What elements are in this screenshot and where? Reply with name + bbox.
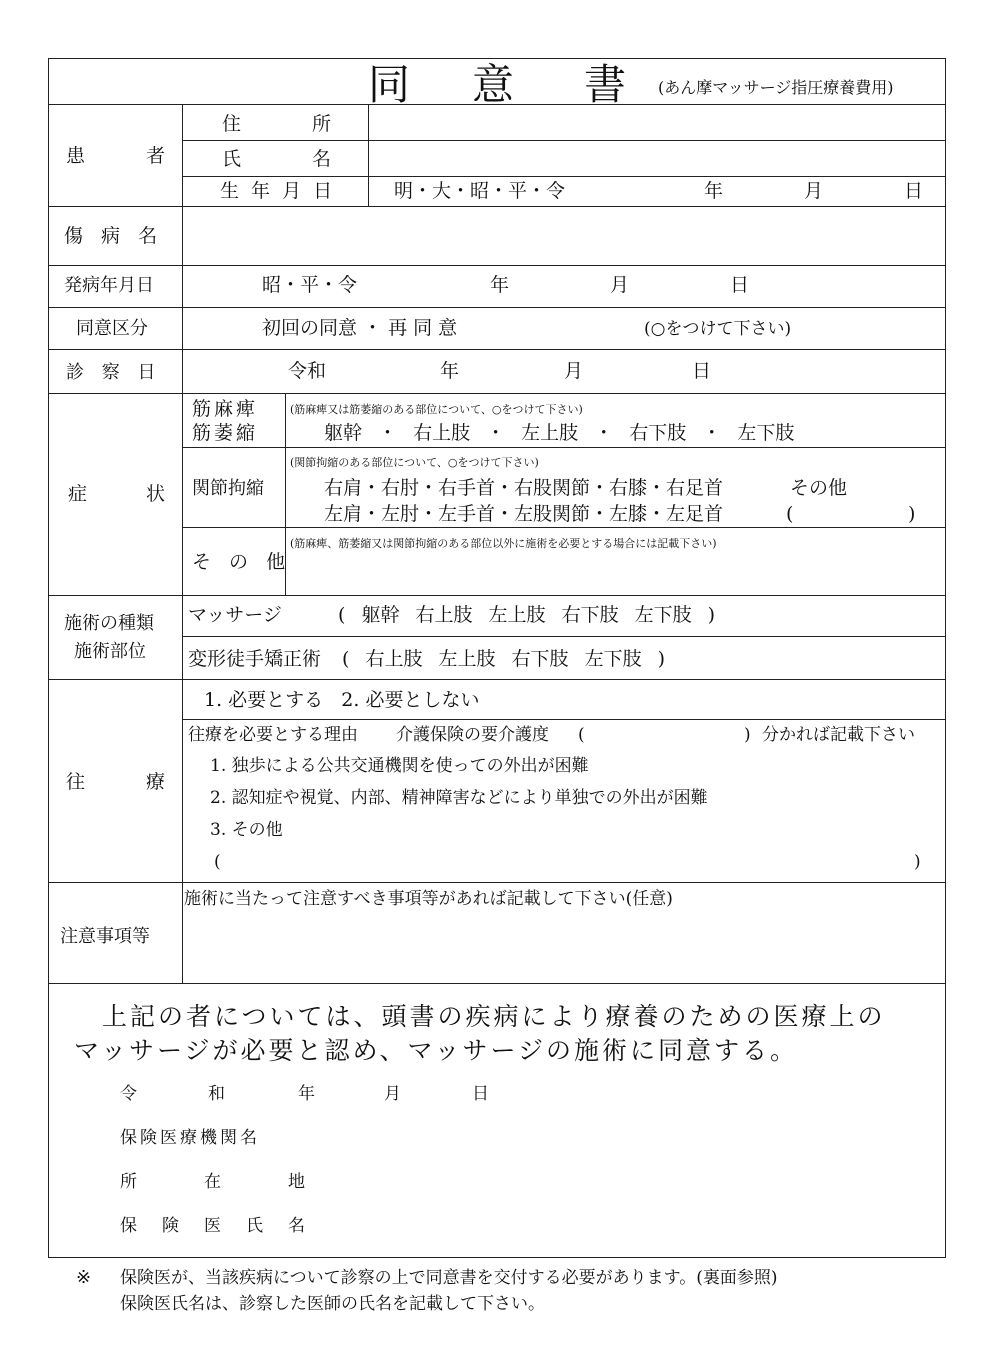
home-visit-label-char: 往 xyxy=(66,771,86,793)
row-divider xyxy=(182,527,946,528)
home-visit-reason-2[interactable]: 2. 認知症や視覚、内部、精神障害などにより単独での外出が困難 xyxy=(210,788,708,808)
row-divider xyxy=(48,983,946,984)
consent-date-char: 日 xyxy=(472,1084,489,1104)
consent-date-char: 月 xyxy=(384,1084,401,1104)
onset-year-unit: 年 xyxy=(490,274,510,296)
home-visit-other-field[interactable] xyxy=(230,850,910,876)
notes-instruction: 施術に当たって注意すべき事項等があれば記載して下さい(任意) xyxy=(184,889,673,909)
exam-date-day-unit: 日 xyxy=(692,360,712,382)
title-char: 意 xyxy=(472,60,515,109)
patient-label-char: 者 xyxy=(146,145,166,167)
home-visit-reason-3[interactable]: 3. その他 xyxy=(210,820,283,840)
onset-day-unit: 日 xyxy=(730,274,750,296)
contracture-other-paren-open: ( xyxy=(786,503,794,525)
contracture-other-paren-close: ) xyxy=(908,503,916,525)
doctor-label-char: 保 xyxy=(120,1216,137,1236)
contracture-other-label[interactable]: その他 xyxy=(790,477,848,499)
consent-type-label: 同意区分 xyxy=(76,318,148,339)
address-field[interactable] xyxy=(370,106,944,139)
row-divider xyxy=(182,447,946,448)
consent-date-char: 年 xyxy=(298,1084,315,1104)
atrophy-label: 筋萎縮 xyxy=(192,422,259,444)
name-field[interactable] xyxy=(370,142,944,175)
care-level-paren-open: ( xyxy=(578,725,585,745)
treatment-site-label: 施術部位 xyxy=(74,641,146,662)
paralysis-options[interactable]: 躯幹 ・ 右上肢 ・ 左上肢 ・ 右下肢 ・ 左下肢 xyxy=(324,422,795,444)
home-visit-other-paren-open: ( xyxy=(214,852,221,872)
consent-statement-line-2: マッサージが必要と認め、マッサージの施術に同意する。 xyxy=(74,1036,799,1065)
row-divider xyxy=(182,636,946,637)
birthdate-year-unit: 年 xyxy=(704,180,724,202)
home-visit-label-char: 療 xyxy=(146,771,166,793)
name-label-char: 氏 xyxy=(222,148,242,170)
row-divider xyxy=(182,140,946,141)
contracture-right-options[interactable]: 右肩・右肘・右手首・右股関節・右膝・右足首 xyxy=(324,477,724,499)
massage-parts-options[interactable]: ( 躯幹 右上肢 左上肢 右下肢 左下肢 ) xyxy=(338,604,716,626)
contracture-label: 関節拘縮 xyxy=(192,478,264,499)
row-divider xyxy=(182,176,946,177)
contracture-other-field[interactable] xyxy=(800,503,904,525)
other-symptoms-note: (筋麻痺、筋萎縮又は関節拘縮のある部位以外に施術を必要とする場合には記載下さい) xyxy=(290,537,717,550)
doctor-label-char: 医 xyxy=(204,1216,221,1236)
birthdate-month-unit: 月 xyxy=(804,180,824,202)
disease-field[interactable] xyxy=(184,208,944,264)
other-symptoms-field[interactable] xyxy=(288,552,944,594)
home-visit-other-paren-close: ) xyxy=(914,852,921,872)
name-label-char: 名 xyxy=(312,148,332,170)
notes-label: 注意事項等 xyxy=(60,926,150,947)
treatment-type-label: 施術の種類 xyxy=(64,613,154,634)
care-level-field[interactable] xyxy=(592,724,742,746)
column-divider xyxy=(182,104,183,983)
consent-type-note: (○をつけて下さい) xyxy=(644,319,792,339)
row-divider xyxy=(182,719,946,720)
exam-date-year-unit: 年 xyxy=(440,360,460,382)
disease-label: 傷 病 名 xyxy=(64,225,164,247)
birthdate-label: 生 年 月 日 xyxy=(220,180,336,202)
title-char: 同 xyxy=(368,60,411,109)
footer-note-line-1: 保険医が、当該疾病について診察の上で同意書を交付する必要があります。(裏面参照) xyxy=(120,1268,778,1288)
consent-type-options[interactable]: 初回の同意 ・ 再 同 意 xyxy=(262,317,458,339)
exam-date-month-unit: 月 xyxy=(564,360,584,382)
home-visit-reason-1[interactable]: 1. 独歩による公共交通機関を使っての外出が困難 xyxy=(210,756,589,776)
location-label-char: 在 xyxy=(204,1172,221,1192)
home-visit-choice[interactable]: 1. 必要とする 2. 必要としない xyxy=(204,689,480,711)
location-label-char: 地 xyxy=(288,1172,305,1192)
address-label-char: 住 xyxy=(222,113,242,135)
care-level-label: 介護保険の要介護度 xyxy=(396,725,549,745)
paralysis-label: 筋麻痺 xyxy=(192,398,259,420)
massage-label: マッサージ xyxy=(188,604,282,626)
onset-month-unit: 月 xyxy=(610,274,630,296)
patient-label-char: 患 xyxy=(66,145,86,167)
contracture-left-options[interactable]: 左肩・左肘・左手首・左股関節・左膝・左足首 xyxy=(324,503,724,525)
contracture-note: (関節拘縮のある部位について、○をつけて下さい) xyxy=(290,456,539,469)
paralysis-note: (筋麻痺又は筋萎縮のある部位について、○をつけて下さい) xyxy=(290,403,583,416)
footer-note-mark: ※ xyxy=(76,1267,92,1288)
onset-label: 発病年月日 xyxy=(64,275,154,296)
care-level-note: 分かれば記載下さい xyxy=(762,725,915,745)
exam-date-era: 令和 xyxy=(288,360,327,382)
doctor-label-char: 険 xyxy=(162,1216,179,1236)
other-symptoms-label: そ の 他 xyxy=(192,551,292,573)
consent-date-char: 和 xyxy=(208,1084,225,1104)
location-field[interactable] xyxy=(320,1168,920,1196)
consent-statement-line-1: 上記の者については、頭書の疾病により療養のための医療上の xyxy=(102,1002,886,1031)
manipulation-parts-options[interactable]: ( 右上肢 左上肢 右下肢 左下肢 ) xyxy=(342,648,666,670)
location-label-char: 所 xyxy=(120,1172,137,1192)
form-subtitle: (あん摩マッサージ指圧療養費用) xyxy=(658,78,894,97)
institution-label: 保険医療機関名 xyxy=(120,1128,260,1148)
birthdate-day-unit: 日 xyxy=(904,180,924,202)
onset-era-options[interactable]: 昭・平・令 xyxy=(262,274,358,296)
home-visit-reason-label: 往療を必要とする理由 xyxy=(188,725,358,745)
manipulation-label: 変形徒手矯正術 xyxy=(188,648,322,670)
doctor-name-field[interactable] xyxy=(320,1212,920,1240)
notes-field[interactable] xyxy=(184,914,944,982)
consent-date-char: 令 xyxy=(120,1084,137,1104)
doctor-label-char: 氏 xyxy=(246,1216,263,1236)
column-divider xyxy=(368,104,369,206)
footer-note-line-2: 保険医氏名は、診察した医師の氏名を記載して下さい。 xyxy=(120,1294,545,1314)
title-char: 書 xyxy=(584,60,627,109)
symptoms-label-char: 状 xyxy=(146,483,166,505)
institution-field[interactable] xyxy=(320,1124,920,1152)
address-label-char: 所 xyxy=(312,113,332,135)
symptoms-label-char: 症 xyxy=(68,483,88,505)
exam-date-label: 診 察 日 xyxy=(66,362,162,383)
doctor-label-char: 名 xyxy=(288,1216,305,1236)
care-level-paren-close: ) xyxy=(744,725,751,745)
birthdate-era-options[interactable]: 明・大・昭・平・令 xyxy=(394,180,566,202)
